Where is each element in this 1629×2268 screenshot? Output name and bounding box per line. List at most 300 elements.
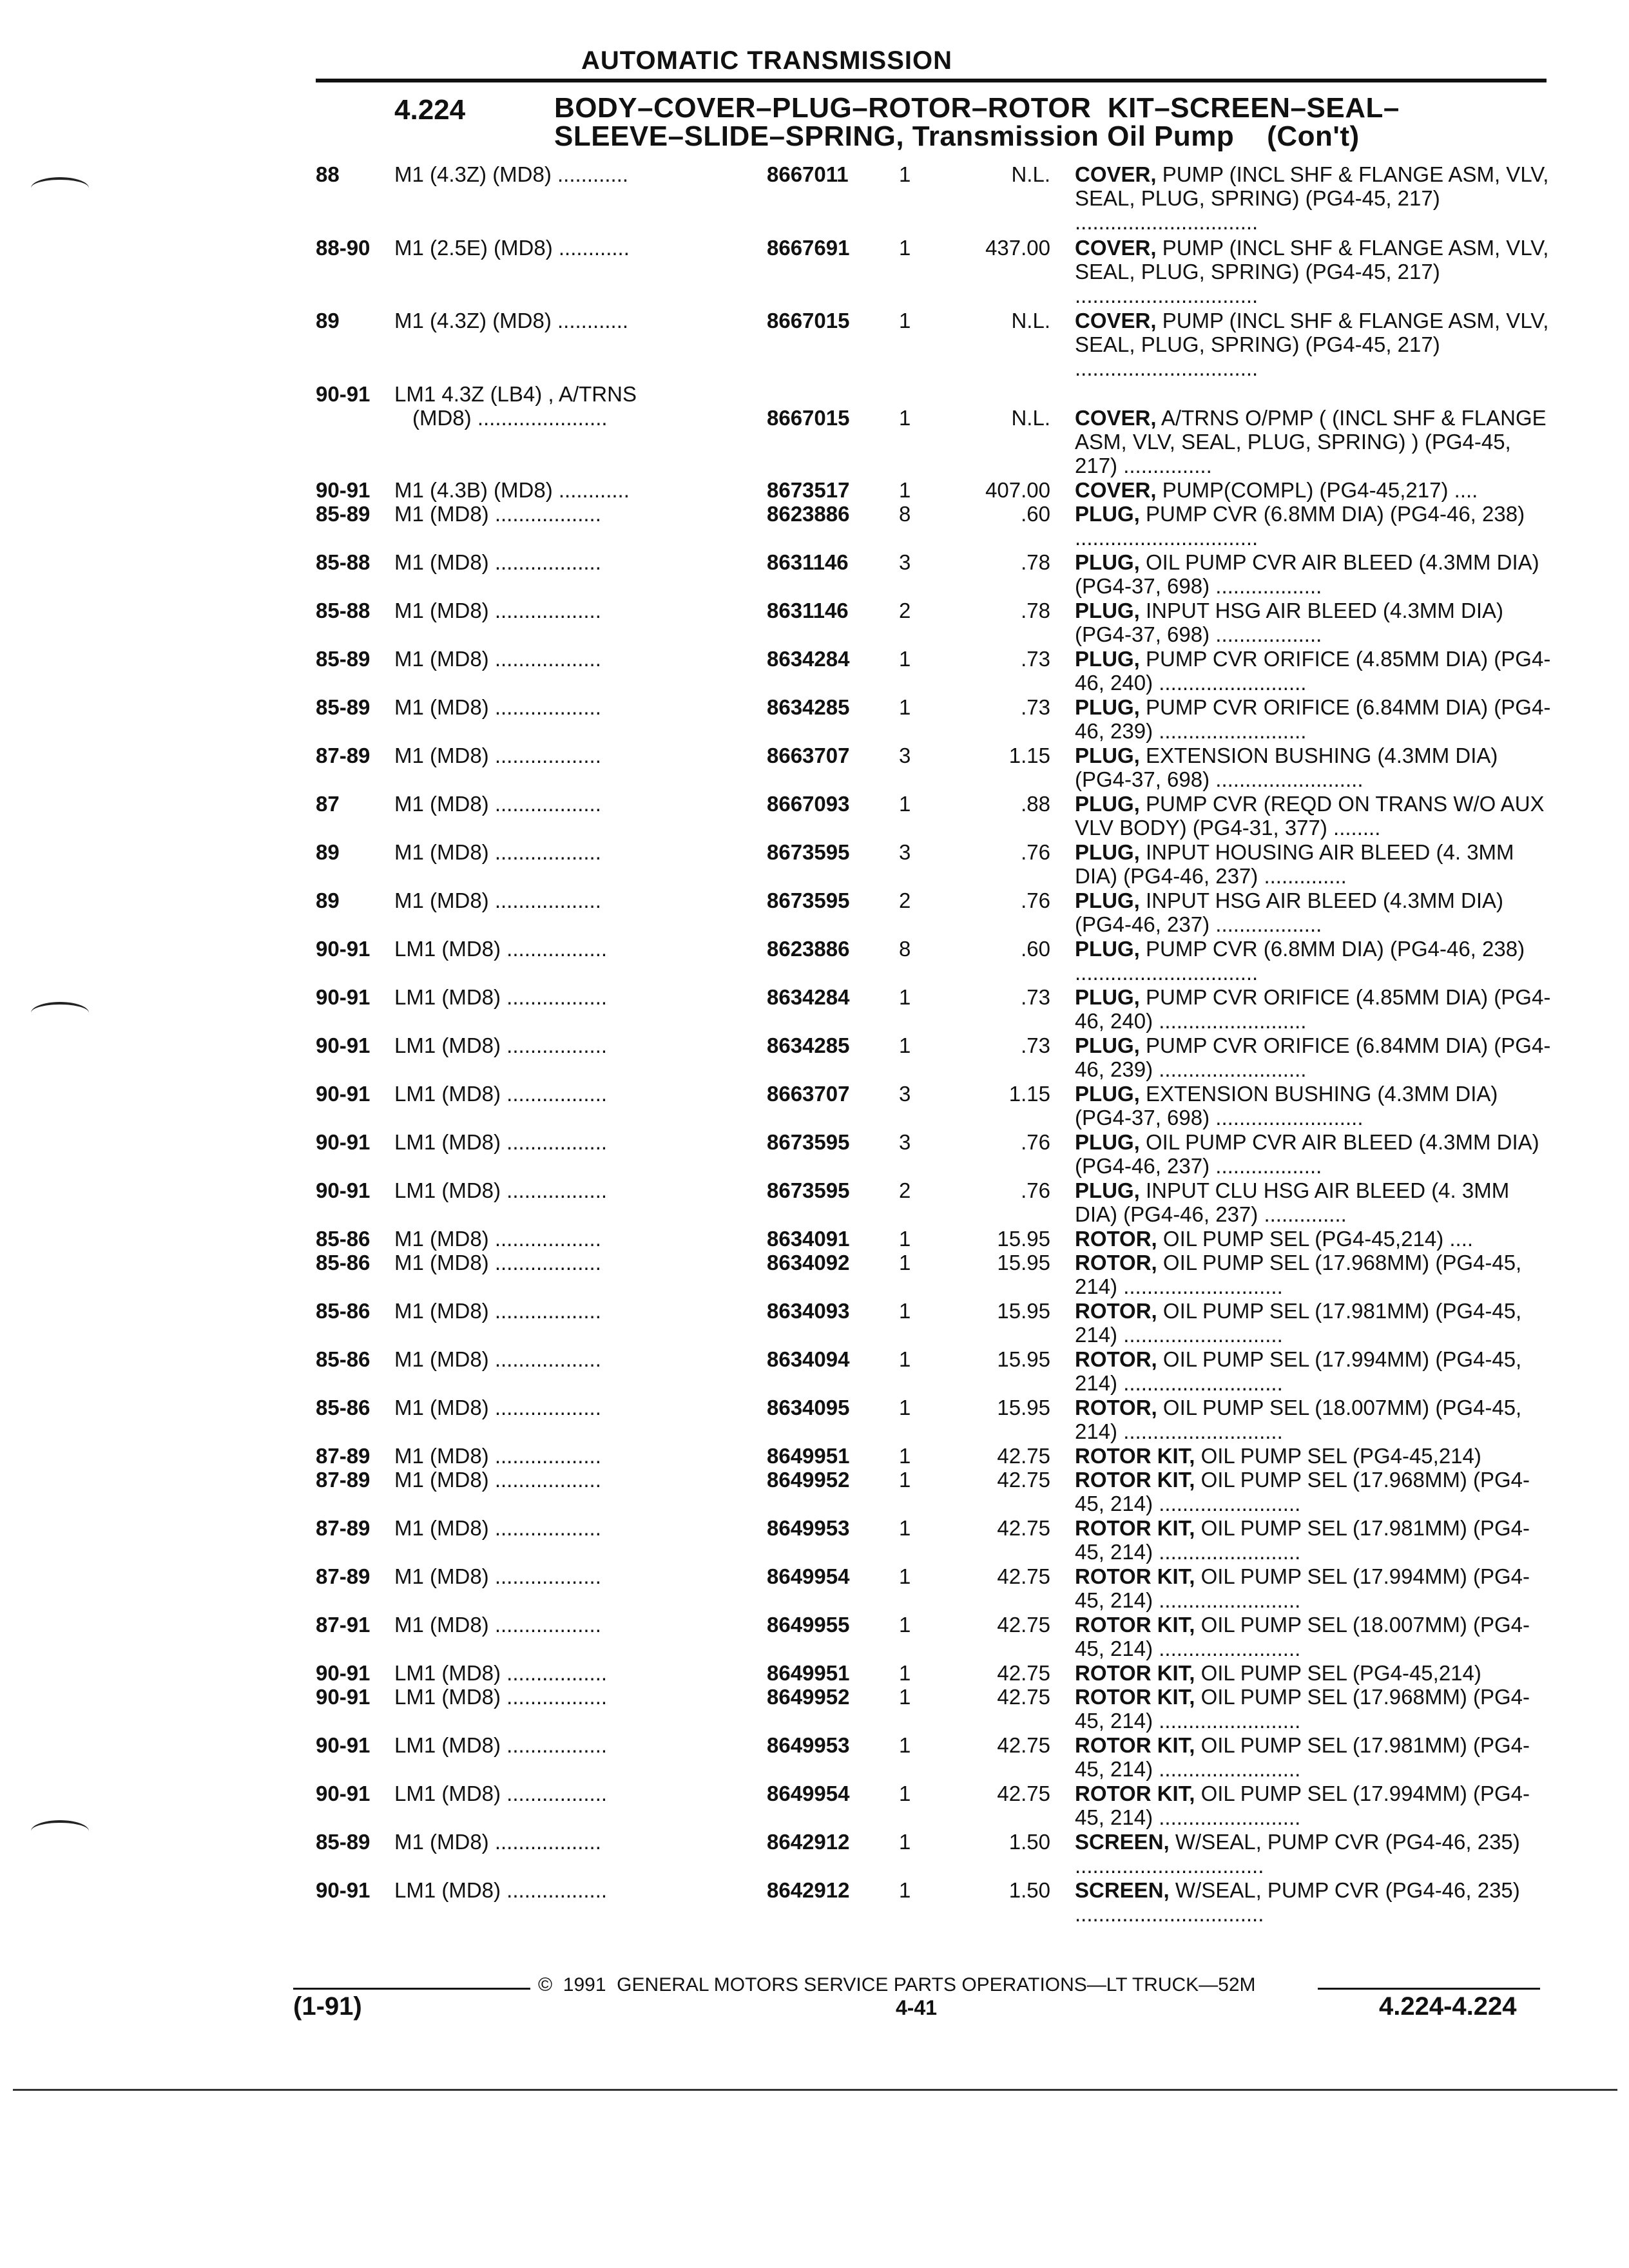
part-name: PLUG, (1075, 1129, 1140, 1154)
table-row (0, 1299, 1629, 1347)
table-row (0, 236, 1629, 309)
part-name: ROTOR KIT, (1075, 1661, 1195, 1686)
year-cell: 90-91 (316, 1129, 371, 1154)
part-number-cell: 8673595 (767, 840, 850, 864)
part-name: ROTOR KIT, (1075, 1782, 1195, 1806)
quantity-cell: 2 (899, 1178, 911, 1202)
quantity-cell: 1 (899, 1516, 911, 1541)
table-row (0, 1396, 1629, 1444)
price-cell: 42.75 (997, 1782, 1050, 1806)
price-cell: 15.95 (997, 1250, 1050, 1274)
year-cell: 85-89 (316, 695, 371, 719)
year-cell: 85-89 (316, 646, 371, 671)
quantity-cell: 8 (899, 936, 911, 961)
part-name: PLUG, (1075, 695, 1140, 719)
year-cell: 90-91 (316, 1733, 371, 1758)
description-cell (1075, 1227, 1552, 1251)
model-cell: LM1 (MD8) ................. (394, 1878, 608, 1903)
quantity-cell: 1 (899, 1298, 911, 1323)
description-cell (1075, 889, 1552, 936)
parts-list (0, 162, 1629, 1927)
part-description: OIL PUMP SEL (PG4-45,214) (1200, 1443, 1481, 1468)
part-number-cell: 8663707 (767, 1081, 850, 1106)
section-title (554, 94, 1400, 151)
quantity-cell: 1 (899, 405, 911, 430)
table-row (0, 1661, 1629, 1685)
part-description: OIL PUMP SEL (PG4-45,214) (1200, 1661, 1481, 1686)
year-cell: 87-89 (316, 1468, 371, 1492)
model-cell: M1 (MD8) .................. (394, 743, 601, 767)
table-row (0, 937, 1629, 985)
page-bottom-line (13, 2089, 1617, 2091)
part-description: OIL PUMP SEL (18.007MM) (PG4-45, 214) ........................ (1075, 1613, 1530, 1661)
part-name: COVER, (1075, 162, 1157, 186)
description-cell (1075, 1251, 1552, 1298)
description-cell (1075, 1468, 1552, 1515)
price-cell: 437.00 (985, 235, 1050, 260)
description-cell (1075, 1396, 1552, 1443)
year-cell: 88 (316, 162, 340, 186)
model-cell: M1 (MD8) .................. (394, 1830, 601, 1854)
quantity-cell: 8 (899, 501, 911, 526)
description-cell (1075, 162, 1552, 234)
model-cell: M1 (MD8) .................. (394, 888, 601, 912)
year-cell: 85-88 (316, 550, 371, 574)
model-cell: LM1 (MD8) ................. (394, 1178, 608, 1202)
part-name: ROTOR KIT, (1075, 1468, 1195, 1492)
part-name: PLUG, (1075, 598, 1140, 622)
part-description: PUMP(COMPL) (PG4-45,217) .... (1162, 477, 1478, 502)
part-number-cell: 8634094 (767, 1347, 850, 1371)
year-cell: 87-89 (316, 1564, 371, 1589)
table-row (0, 744, 1629, 792)
part-description: PUMP CVR ORIFICE (4.85MM DIA) (PG4-46, 240) ......................... (1075, 985, 1551, 1033)
footer-copyright: © 1991 GENERAL MOTORS SERVICE PARTS OPERATIONS—LT TRUCK—52M (538, 1974, 1256, 1995)
model-cell: LM1 (MD8) ................. (394, 1033, 608, 1057)
model-cell: M1 (MD8) .................. (394, 791, 601, 816)
part-number-cell: 8649953 (767, 1516, 850, 1541)
price-cell: 407.00 (985, 477, 1050, 502)
price-cell: 42.75 (997, 1443, 1050, 1468)
price-cell: 42.75 (997, 1733, 1050, 1758)
quantity-cell: 3 (899, 840, 911, 864)
price-cell: .76 (1021, 888, 1050, 912)
part-name: PLUG, (1075, 743, 1140, 767)
part-description: PUMP CVR (REQD ON TRANS W/O AUX VLV BODY) (PG4-31, 377) ........ (1075, 791, 1545, 840)
part-description: OIL PUMP SEL (17.981MM) (PG4-45, 214) ........................... (1075, 1298, 1522, 1347)
table-row (0, 647, 1629, 695)
part-number-cell: 8673595 (767, 1178, 850, 1202)
year-cell: 85-86 (316, 1298, 371, 1323)
part-number-cell: 8642912 (767, 1830, 850, 1854)
table-row (0, 162, 1629, 236)
part-number-cell: 8673595 (767, 1129, 850, 1154)
part-description: PUMP CVR (6.8MM DIA) (PG4-46, 238) ............................... (1075, 501, 1525, 550)
part-number-cell: 8631146 (767, 550, 849, 574)
model-cell: LM1 (MD8) ................. (394, 936, 608, 961)
section-number: 4.224 (394, 94, 466, 126)
model-cell: LM1 (MD8) ................. (394, 1685, 608, 1709)
model-cell: M1 (2.5E) (MD8) ............ (394, 235, 630, 260)
table-row (0, 1444, 1629, 1468)
year-cell: 87 (316, 791, 340, 816)
part-number-cell: 8623886 (767, 501, 850, 526)
part-number-cell: 8649952 (767, 1685, 850, 1709)
year-cell: 89 (316, 309, 340, 333)
part-name: COVER, (1075, 477, 1157, 502)
footer-rule (293, 1988, 530, 1990)
model-cell: M1 (MD8) .................. (394, 550, 601, 574)
price-cell: .73 (1021, 1033, 1050, 1057)
part-description: OIL PUMP SEL (17.968MM) (PG4-45, 214) ........................ (1075, 1685, 1530, 1733)
model-cell: M1 (MD8) .................. (394, 646, 601, 671)
price-cell: 42.75 (997, 1613, 1050, 1637)
part-name: COVER, (1075, 235, 1157, 260)
description-cell (1075, 1444, 1552, 1468)
price-cell: 42.75 (997, 1468, 1050, 1492)
description-cell (1075, 406, 1552, 477)
table-row (0, 1830, 1629, 1878)
table-row (0, 1227, 1629, 1251)
description-cell (1075, 1299, 1552, 1347)
price-cell: .73 (1021, 695, 1050, 719)
part-number-cell: 8667691 (767, 235, 850, 260)
price-cell: .78 (1021, 550, 1050, 574)
quantity-cell: 1 (899, 1685, 911, 1709)
part-number-cell: 8663707 (767, 743, 850, 767)
price-cell: .78 (1021, 598, 1050, 622)
model-cell: M1 (MD8) .................. (394, 840, 601, 864)
part-number-cell: 8649953 (767, 1733, 850, 1758)
quantity-cell: 1 (899, 1395, 911, 1419)
part-name: PLUG, (1075, 550, 1140, 574)
model-cell: M1 (MD8) .................. (394, 1395, 601, 1419)
model-cell: M1 (MD8) .................. (394, 1516, 601, 1541)
price-cell: 15.95 (997, 1347, 1050, 1371)
part-name: PLUG, (1075, 888, 1140, 912)
quantity-cell: 2 (899, 598, 911, 622)
part-number-cell: 8673517 (767, 477, 850, 502)
part-name: ROTOR KIT, (1075, 1685, 1195, 1709)
table-row (0, 1178, 1629, 1227)
part-description: INPUT HSG AIR BLEED (4.3MM DIA) (PG4-46, 237) .................. (1075, 888, 1504, 936)
model-cell: M1 (MD8) .................. (394, 695, 601, 719)
quantity-cell: 1 (899, 1347, 911, 1371)
part-description: INPUT HOUSING AIR BLEED (4. 3MM DIA) (PG4-46, 237) .............. (1075, 840, 1514, 888)
part-number-cell: 8667015 (767, 309, 850, 333)
price-cell: .73 (1021, 646, 1050, 671)
footer-page-number: 4-41 (896, 1996, 938, 2019)
part-number-cell: 8649951 (767, 1443, 850, 1468)
quantity-cell: 1 (899, 985, 911, 1009)
description-cell (1075, 647, 1552, 695)
price-cell: 1.50 (1008, 1830, 1050, 1854)
model-cell: M1 (MD8) .................. (394, 1226, 601, 1251)
description-cell (1075, 1178, 1552, 1226)
part-name: SCREEN, (1075, 1878, 1170, 1903)
year-cell: 90-91 (316, 1178, 371, 1202)
part-name: PLUG, (1075, 501, 1140, 526)
price-cell: .73 (1021, 985, 1050, 1009)
year-cell: 90-91 (316, 477, 371, 502)
part-number-cell: 8649951 (767, 1661, 850, 1686)
year-cell: 85-89 (316, 501, 371, 526)
table-row (0, 985, 1629, 1033)
quantity-cell: 3 (899, 743, 911, 767)
year-cell: 89 (316, 840, 340, 864)
description-cell (1075, 937, 1552, 985)
part-description: PUMP (INCL SHF & FLANGE ASM, VLV, SEAL, PLUG, SPRING) (PG4-45, 217) ............................... (1075, 309, 1549, 381)
description-cell (1075, 840, 1552, 888)
year-cell: 87-89 (316, 1443, 371, 1468)
price-cell: 42.75 (997, 1564, 1050, 1589)
quantity-cell: 3 (899, 1129, 911, 1154)
header-rule (316, 79, 1547, 82)
year-cell: 90-91 (316, 936, 371, 961)
model-cell: LM1 (MD8) ................. (394, 1782, 608, 1806)
price-cell: .60 (1021, 936, 1050, 961)
price-cell: 42.75 (997, 1661, 1050, 1686)
model-cell: LM1 (MD8) ................. (394, 1081, 608, 1106)
part-number-cell: 8623886 (767, 936, 850, 961)
description-cell (1075, 599, 1552, 646)
description-cell (1075, 1685, 1552, 1733)
part-name: PLUG, (1075, 985, 1140, 1009)
year-cell: 89 (316, 888, 340, 912)
price-cell: .76 (1021, 1178, 1050, 1202)
description-cell (1075, 502, 1552, 550)
part-number-cell: 8667093 (767, 791, 850, 816)
model-cell: M1 (MD8) .................. (394, 1468, 601, 1492)
description-cell (1075, 1564, 1552, 1612)
quantity-cell: 1 (899, 1782, 911, 1806)
part-name: ROTOR, (1075, 1226, 1157, 1251)
description-cell (1075, 1613, 1552, 1660)
part-description: OIL PUMP SEL (17.994MM) (PG4-45, 214) ........................ (1075, 1782, 1530, 1830)
footer-date: (1-91) (293, 1992, 362, 2021)
model-cell: M1 (4.3Z) (MD8) ............ (394, 162, 629, 186)
model-cell: LM1 (MD8) ................. (394, 1129, 608, 1154)
part-name: ROTOR KIT, (1075, 1613, 1195, 1637)
quantity-cell: 1 (899, 1033, 911, 1057)
table-row (0, 550, 1629, 599)
description-cell (1075, 1661, 1552, 1685)
quantity-cell: 1 (899, 235, 911, 260)
year-cell: 90-91 (316, 1661, 371, 1686)
part-number-cell: 8634284 (767, 985, 850, 1009)
part-description: PUMP CVR ORIFICE (4.85MM DIA) (PG4-46, 240) ......................... (1075, 646, 1551, 695)
quantity-cell: 1 (899, 1830, 911, 1854)
description-cell (1075, 1082, 1552, 1129)
table-row (0, 792, 1629, 840)
table-row (0, 1251, 1629, 1299)
part-description: INPUT CLU HSG AIR BLEED (4. 3MM DIA) (PG4-46, 237) .............. (1075, 1178, 1510, 1226)
part-description: INPUT HSG AIR BLEED (4.3MM DIA) (PG4-37, 698) .................. (1075, 598, 1504, 646)
part-description: OIL PUMP CVR AIR BLEED (4.3MM DIA) (PG4-46, 237) .................. (1075, 1129, 1539, 1178)
model-cell: M1 (4.3B) (MD8) ............ (394, 477, 630, 502)
quantity-cell: 1 (899, 1661, 911, 1686)
year-cell: 85-86 (316, 1226, 371, 1251)
part-name: ROTOR KIT, (1075, 1733, 1195, 1758)
table-row (0, 599, 1629, 647)
model-cell: M1 (MD8) .................. (394, 1347, 601, 1371)
table-row (0, 695, 1629, 744)
description-cell (1075, 550, 1552, 598)
part-description: PUMP (INCL SHF & FLANGE ASM, VLV, SEAL, PLUG, SPRING) (PG4-45, 217) ............................... (1075, 235, 1549, 307)
price-cell: N.L. (1011, 309, 1050, 333)
model-cell: M1 (MD8) .................. (394, 1564, 601, 1589)
page-header-title: AUTOMATIC TRANSMISSION (581, 46, 953, 75)
part-description: OIL PUMP SEL (18.007MM) (PG4-45, 214) ........................... (1075, 1395, 1522, 1443)
year-cell: 90-91 (316, 381, 371, 406)
price-cell: 1.15 (1008, 743, 1050, 767)
price-cell: 1.50 (1008, 1878, 1050, 1903)
part-description: OIL PUMP SEL (17.981MM) (PG4-45, 214) ........................ (1075, 1733, 1530, 1782)
model-cell: M1 (MD8) .................. (394, 1443, 601, 1468)
description-cell (1075, 478, 1552, 502)
section-title-line1: BODY–COVER–PLUG–ROTOR–ROTOR KIT–SCREEN–SEAL– (554, 92, 1400, 124)
section-title-line2: SLEEVE–SLIDE–SPRING, Transmission Oil Pump (Con't) (554, 120, 1360, 152)
quantity-cell: 1 (899, 1613, 911, 1637)
description-cell (1075, 1130, 1552, 1178)
price-cell: .88 (1021, 791, 1050, 816)
part-name: ROTOR, (1075, 1347, 1157, 1371)
model-cell: LM1 (MD8) ................. (394, 985, 608, 1009)
part-number-cell: 8634285 (767, 695, 850, 719)
year-cell: 90-91 (316, 1878, 371, 1903)
part-name: ROTOR KIT, (1075, 1516, 1195, 1541)
part-number-cell: 8649954 (767, 1564, 850, 1589)
price-cell: 15.95 (997, 1298, 1050, 1323)
year-cell: 90-91 (316, 1685, 371, 1709)
quantity-cell: 1 (899, 309, 911, 333)
year-cell: 90-91 (316, 1782, 371, 1806)
year-cell: 85-86 (316, 1347, 371, 1371)
description-cell (1075, 1878, 1552, 1926)
part-number-cell: 8667011 (767, 162, 849, 186)
part-name: ROTOR KIT, (1075, 1443, 1195, 1468)
table-row (0, 1516, 1629, 1564)
quantity-cell: 1 (899, 477, 911, 502)
year-cell: 90-91 (316, 1033, 371, 1057)
table-row (0, 1733, 1629, 1782)
part-description: OIL PUMP SEL (17.994MM) (PG4-45, 214) ........................... (1075, 1347, 1522, 1395)
year-cell: 85-89 (316, 1830, 371, 1854)
description-cell (1075, 695, 1552, 743)
price-cell: .60 (1021, 501, 1050, 526)
price-cell: N.L. (1011, 162, 1050, 186)
quantity-cell: 1 (899, 1468, 911, 1492)
description-cell (1075, 1347, 1552, 1395)
price-cell: .76 (1021, 840, 1050, 864)
table-row (0, 1564, 1629, 1613)
part-number-cell: 8634092 (767, 1250, 850, 1274)
quantity-cell: 1 (899, 1226, 911, 1251)
part-description: A/TRNS O/PMP ( (INCL SHF & FLANGE ASM, VLV, SEAL, PLUG, SPRING) ) (PG4-45, 217) ............... (1075, 405, 1547, 477)
part-description: PUMP CVR (6.8MM DIA) (PG4-46, 238) ............................... (1075, 936, 1525, 985)
model-cell: M1 (MD8) .................. (394, 598, 601, 622)
model-cell: M1 (4.3Z) (MD8) ............ (394, 309, 629, 333)
model-cell: M1 (MD8) .................. (394, 1250, 601, 1274)
table-row (0, 309, 1629, 382)
footer-section-range: 4.224-4.224 (1379, 1992, 1517, 2021)
price-cell: N.L. (1011, 405, 1050, 430)
part-name: ROTOR KIT, (1075, 1564, 1195, 1589)
part-number-cell: 8634284 (767, 646, 850, 671)
part-number-cell: 8634095 (767, 1395, 850, 1419)
part-name: PLUG, (1075, 1033, 1140, 1057)
quantity-cell: 2 (899, 888, 911, 912)
part-number-cell: 8649955 (767, 1613, 850, 1637)
table-row (0, 1033, 1629, 1082)
table-row (0, 502, 1629, 550)
part-name: COVER, (1075, 309, 1157, 333)
year-cell: 85-86 (316, 1395, 371, 1419)
quantity-cell: 1 (899, 1564, 911, 1589)
year-cell: 88-90 (316, 235, 371, 260)
part-number-cell: 8649952 (767, 1468, 850, 1492)
table-row (0, 840, 1629, 889)
model-cell: LM1 (MD8) ................. (394, 1661, 608, 1686)
year-cell: 85-86 (316, 1250, 371, 1274)
description-cell (1075, 985, 1552, 1033)
price-cell: 15.95 (997, 1395, 1050, 1419)
part-number-cell: 8634091 (767, 1226, 850, 1251)
part-description: EXTENSION BUSHING (4.3MM DIA) (PG4-37, 698) ......................... (1075, 743, 1498, 791)
description-cell (1075, 1733, 1552, 1781)
table-row (0, 478, 1629, 502)
part-number-cell: 8642912 (767, 1878, 850, 1903)
description-cell (1075, 744, 1552, 791)
part-name: SCREEN, (1075, 1830, 1170, 1854)
description-cell (1075, 1033, 1552, 1081)
part-description: PUMP CVR ORIFICE (6.84MM DIA) (PG4-46, 239) ......................... (1075, 695, 1551, 743)
part-name: ROTOR, (1075, 1298, 1157, 1323)
footer-rule (1318, 1988, 1540, 1990)
part-description: OIL PUMP SEL (17.981MM) (PG4-45, 214) ........................ (1075, 1516, 1530, 1564)
quantity-cell: 1 (899, 1250, 911, 1274)
part-name: PLUG, (1075, 791, 1140, 816)
description-cell (1075, 236, 1552, 307)
table-row (0, 1878, 1629, 1927)
part-number-cell: 8634093 (767, 1298, 850, 1323)
part-number-cell: 8673595 (767, 888, 850, 912)
part-description: OIL PUMP SEL (17.968MM) (PG4-45, 214) ........................... (1075, 1250, 1522, 1298)
description-cell (1075, 1782, 1552, 1829)
description-cell (1075, 792, 1552, 840)
description-cell (1075, 1516, 1552, 1564)
year-cell: 87-89 (316, 1516, 371, 1541)
quantity-cell: 3 (899, 1081, 911, 1106)
model-cell-continued: (MD8) ...................... (412, 405, 608, 430)
part-description: PUMP CVR ORIFICE (6.84MM DIA) (PG4-46, 239) ......................... (1075, 1033, 1551, 1081)
year-cell: 85-88 (316, 598, 371, 622)
model-cell: LM1 (MD8) ................. (394, 1733, 608, 1758)
price-cell: 42.75 (997, 1685, 1050, 1709)
part-description: OIL PUMP SEL (17.994MM) (PG4-45, 214) ........................ (1075, 1564, 1530, 1613)
year-cell: 90-91 (316, 985, 371, 1009)
part-number-cell: 8667015 (767, 405, 850, 430)
part-description: W/SEAL, PUMP CVR (PG4-46, 235) ................................ (1075, 1878, 1520, 1927)
part-name: ROTOR, (1075, 1250, 1157, 1274)
price-cell: 42.75 (997, 1516, 1050, 1541)
price-cell: 1.15 (1008, 1081, 1050, 1106)
table-row (0, 1468, 1629, 1516)
description-cell (1075, 1830, 1552, 1878)
part-name: PLUG, (1075, 936, 1140, 961)
quantity-cell: 1 (899, 695, 911, 719)
model-cell: LM1 4.3Z (LB4) , A/TRNS (394, 381, 637, 406)
